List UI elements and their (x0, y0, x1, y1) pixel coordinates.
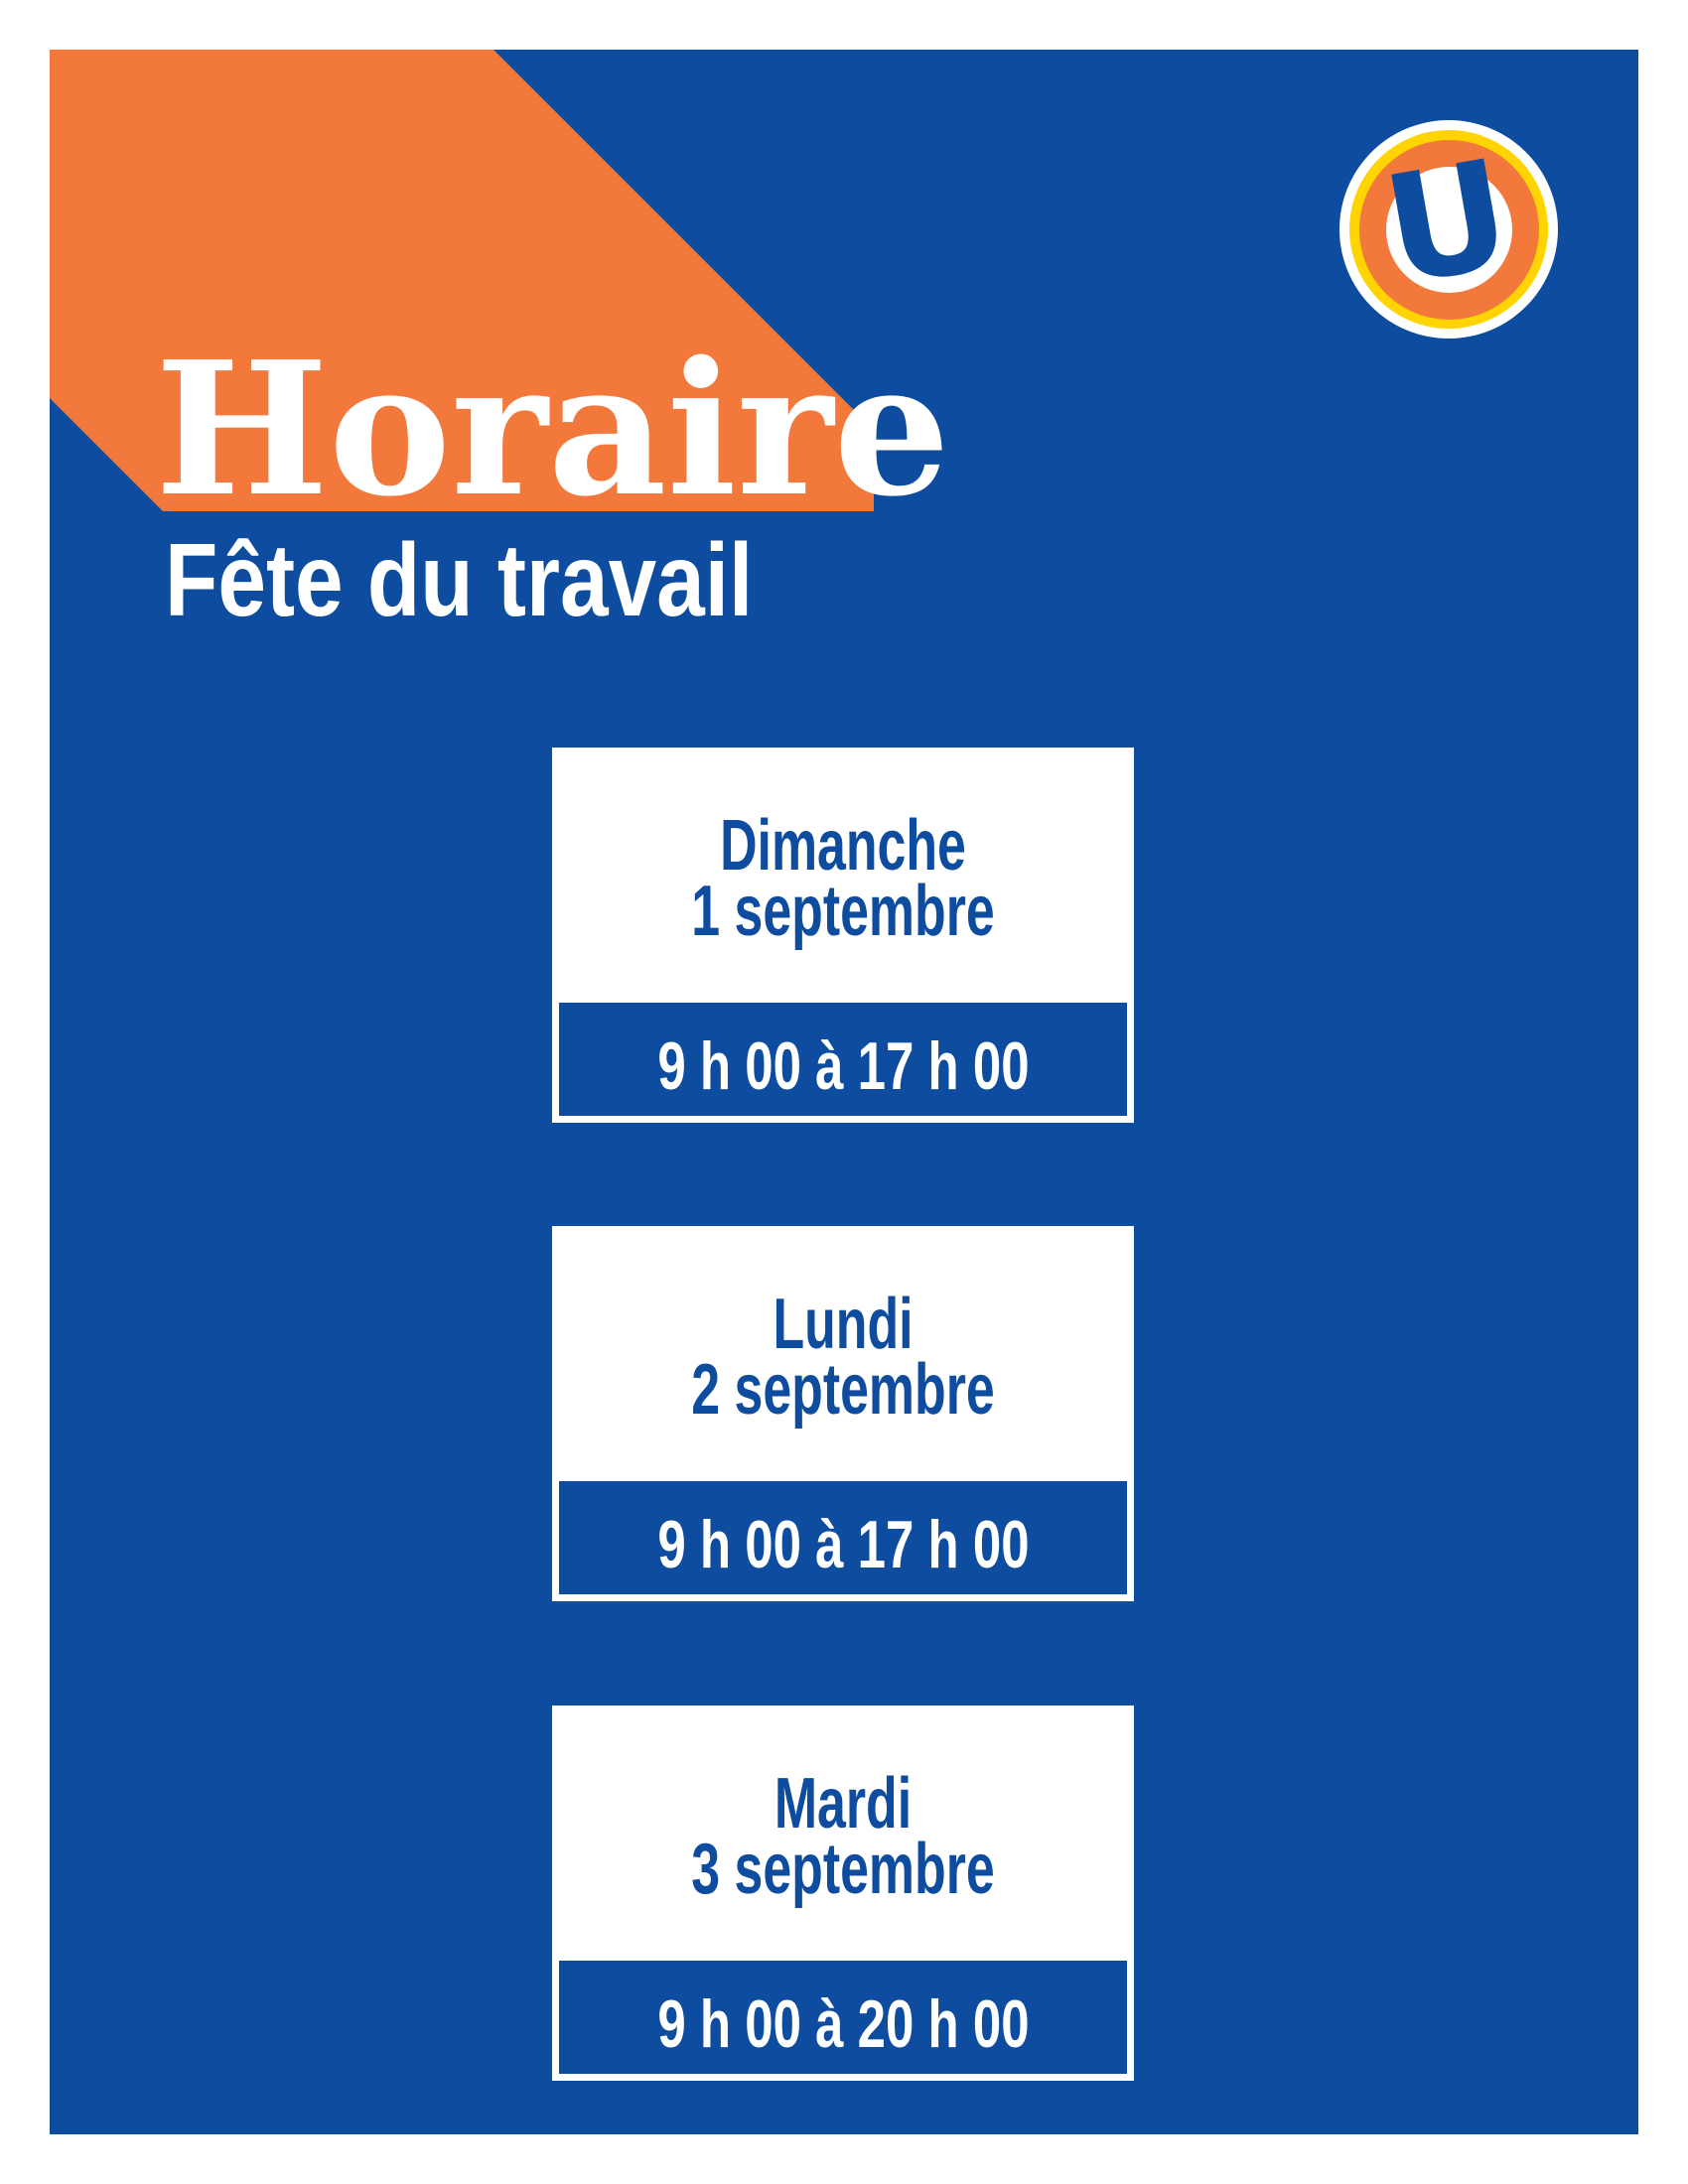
schedule-hours: 9 h 00 à 17 h 00 (656, 1028, 1030, 1104)
schedule-day: Mardi (774, 1764, 913, 1843)
poster-panel (50, 50, 1638, 2134)
logo-u-icon: U (1372, 127, 1523, 320)
schedule-hours: 9 h 00 à 17 h 00 (656, 1507, 1030, 1582)
schedule-date: 1 septembre (691, 872, 995, 951)
logo-yellow-ring (1349, 127, 1548, 329)
logo-white-disc (1372, 127, 1523, 320)
schedule-card (552, 748, 1134, 1123)
hours-band (559, 1961, 1127, 2074)
schedule-date: 3 septembre (691, 1830, 995, 1909)
logo-orange-ring (1359, 127, 1539, 320)
schedule-day: Dimanche (720, 806, 966, 886)
page-subtitle: Fête du travail (165, 523, 754, 638)
schedule-day: Lundi (773, 1285, 914, 1364)
uniprix-logo (1339, 120, 1558, 339)
schedule-day-date (633, 1226, 1053, 1430)
schedule-date: 2 septembre (691, 1350, 995, 1430)
schedule-card (552, 1706, 1134, 2081)
schedule-day-date (633, 1706, 1053, 1909)
hours-band (559, 1481, 1127, 1594)
schedule-card (552, 1226, 1134, 1601)
page-title: Horaire (155, 321, 950, 537)
schedule-day-date (633, 748, 1053, 951)
hours-band (559, 1003, 1127, 1116)
schedule-hours: 9 h 00 à 20 h 00 (656, 1986, 1030, 2062)
